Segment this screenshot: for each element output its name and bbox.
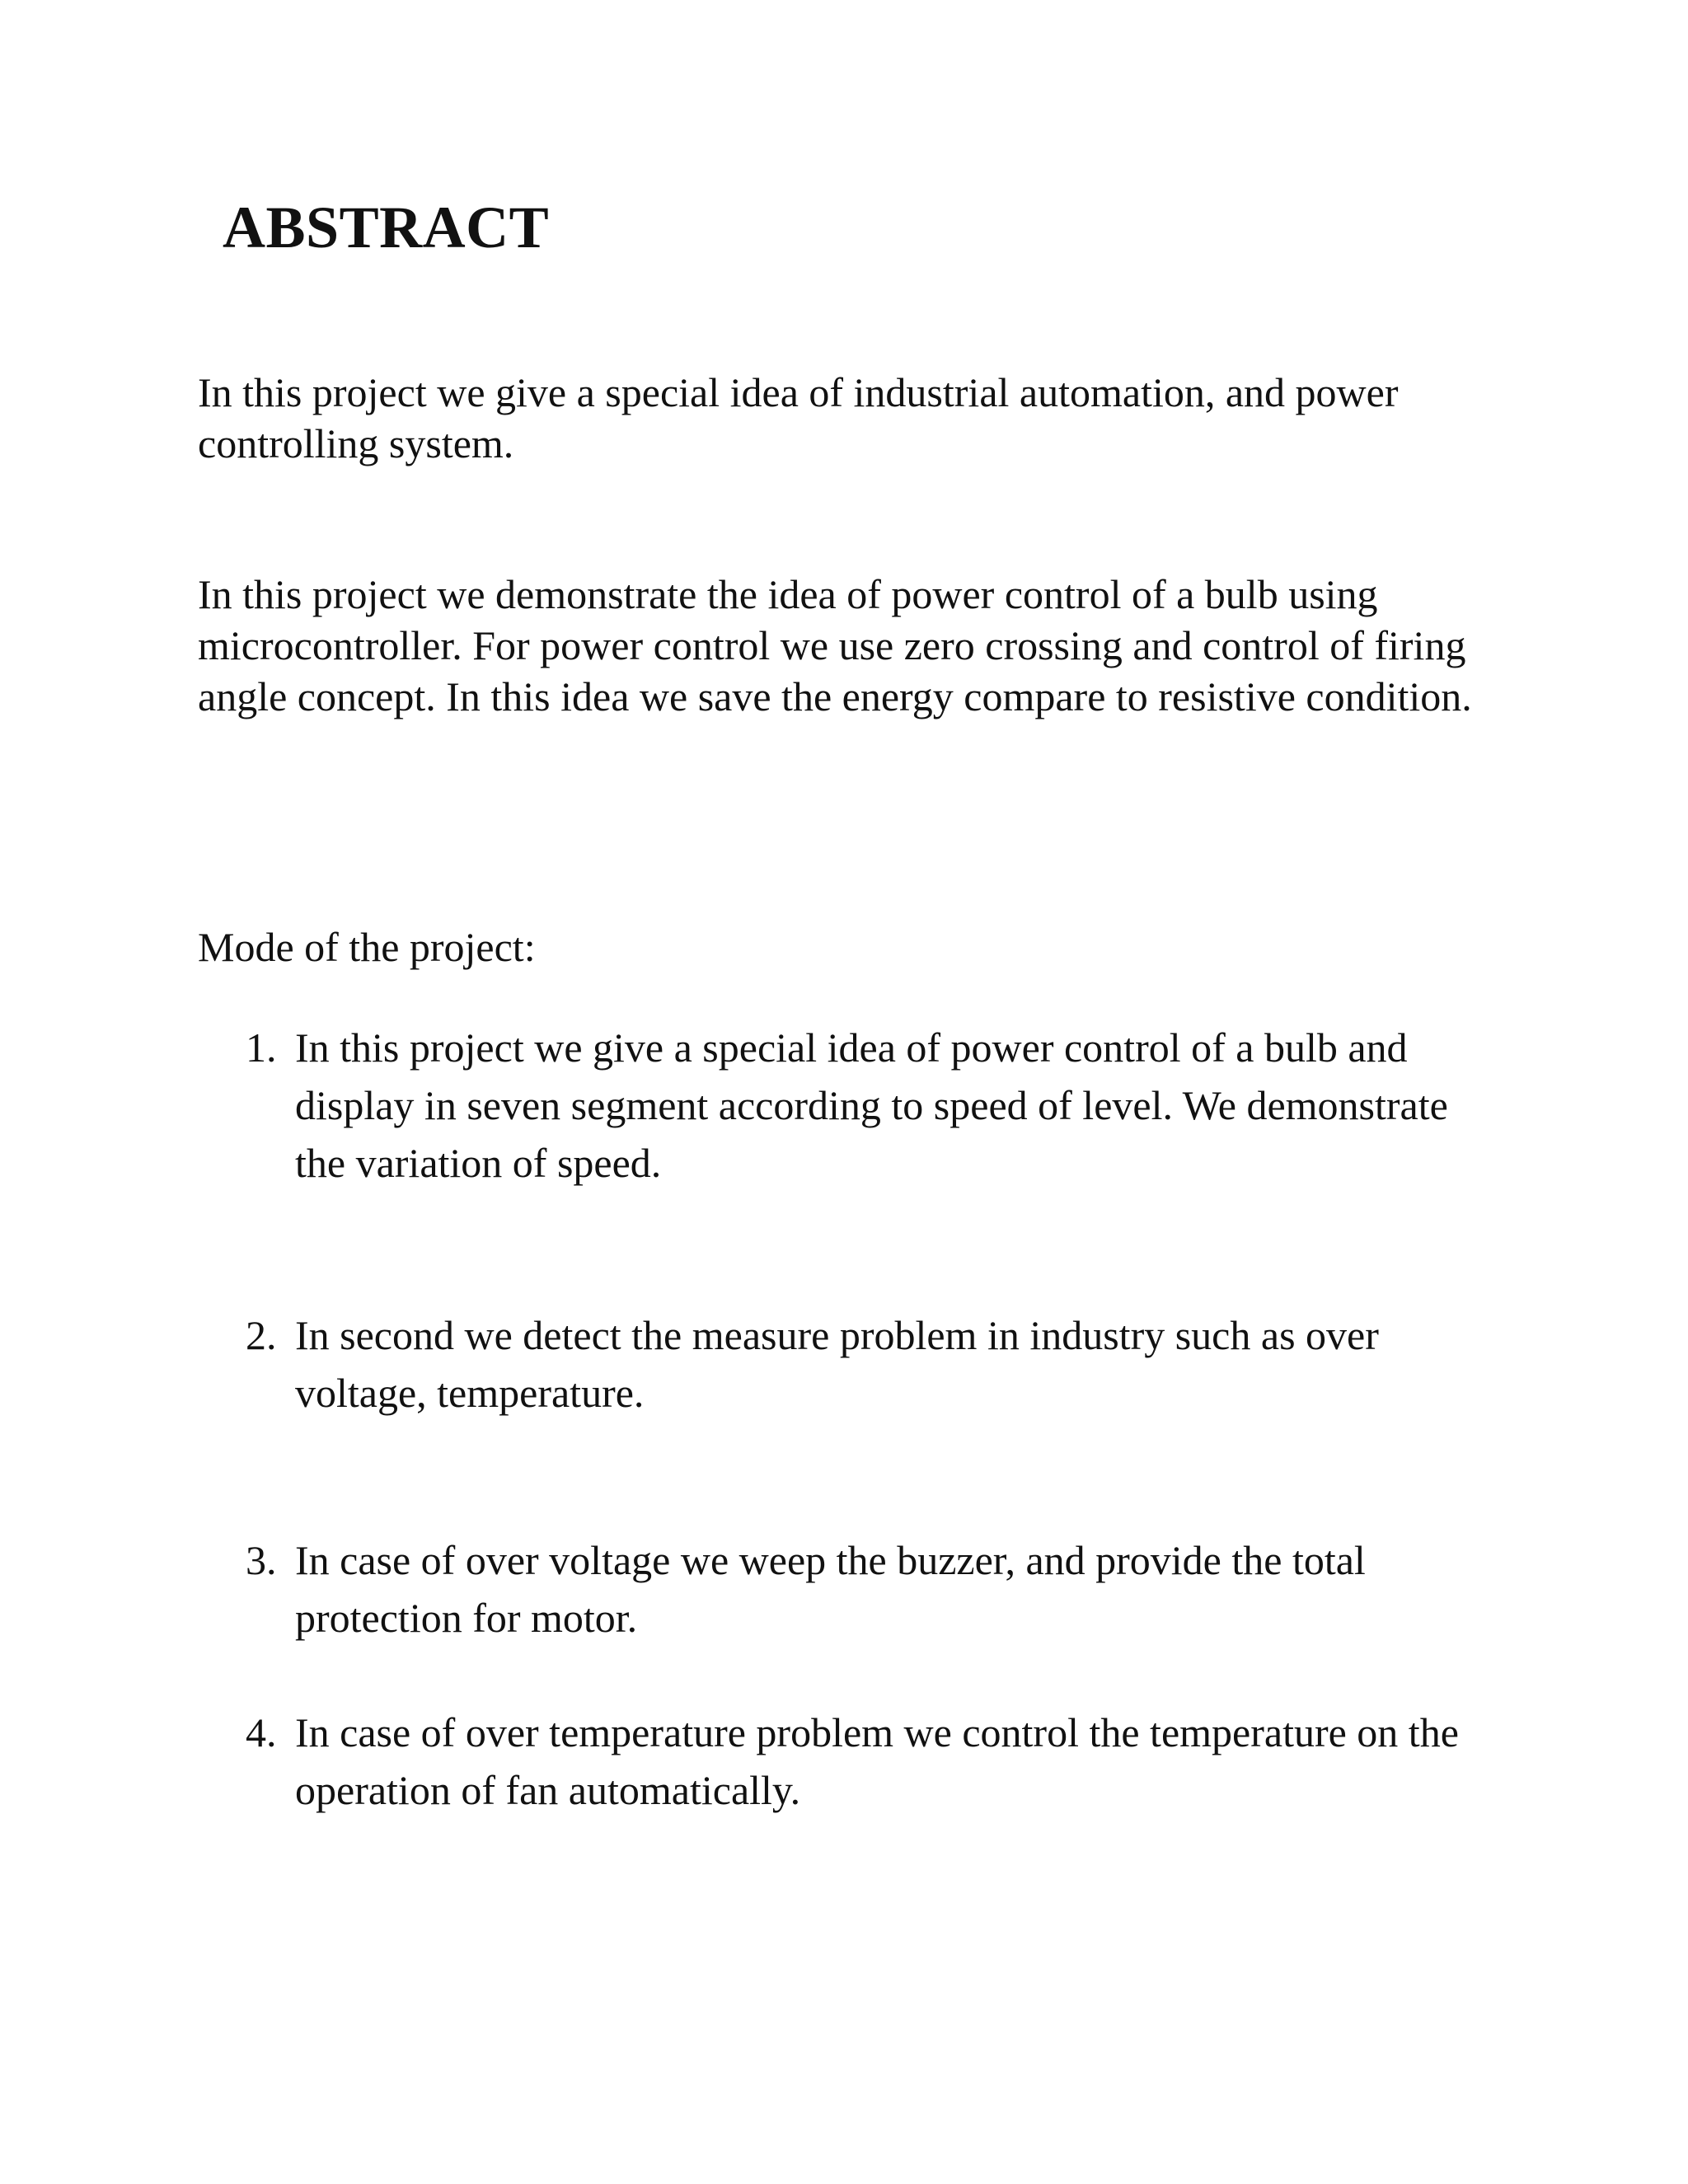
list-number: 4.: [246, 1709, 277, 1755]
list-text: In this project we give a special idea of power control of a bulb and display in seven segment according to speed of level. We demonstrate the variation of speed.: [295, 1024, 1448, 1186]
description-paragraph: In this project we demonstrate the idea of power control of a bulb using microcontroller. For power control we use zero crossing and control of firing angle concept. In this idea we save the energy compare to resistive condition.: [198, 571, 1472, 719]
page-title: ABSTRACT: [223, 194, 550, 260]
list-number: 1.: [246, 1024, 277, 1071]
list-text: In second we detect the measure problem in industry such as over voltage, temperature.: [295, 1312, 1379, 1416]
list-number: 2.: [246, 1312, 277, 1358]
list-number: 3.: [246, 1537, 277, 1583]
mode-heading: Mode of the project:: [198, 924, 536, 970]
intro-paragraph: In this project we give a special idea of industrial automation, and power controlling system.: [198, 369, 1399, 466]
list-text: In case of over temperature problem we control the temperature on the operation of fan automatically.: [295, 1709, 1459, 1813]
list-text: In case of over voltage we weep the buzzer, and provide the total protection for motor.: [295, 1537, 1366, 1641]
